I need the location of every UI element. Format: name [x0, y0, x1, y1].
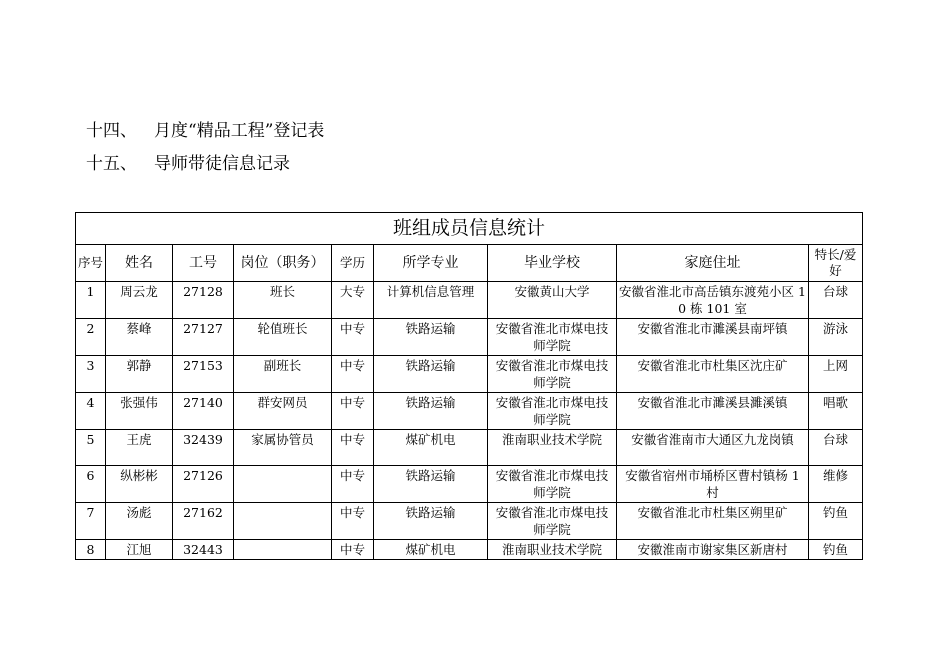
cell-col-index: 1 [76, 282, 106, 319]
cell-col-education: 中专 [332, 356, 374, 393]
cell-col-employee-id: 27128 [173, 282, 234, 319]
cell-col-major: 煤矿机电 [374, 430, 488, 466]
cell-col-name: 周云龙 [106, 282, 173, 319]
cell-col-education: 中专 [332, 466, 374, 503]
cell-col-school: 安徽省淮北市煤电技师学院 [488, 393, 617, 430]
cell-col-hobby: 游泳 [809, 319, 863, 356]
table-title: 班组成员信息统计 [76, 213, 863, 245]
cell-col-position: 班长 [234, 282, 332, 319]
header-col-major: 所学专业 [374, 245, 488, 282]
cell-col-major: 铁路运输 [374, 503, 488, 540]
cell-col-name: 江旭 [106, 540, 173, 560]
header-col-index: 序号 [76, 245, 106, 282]
cell-col-name: 郭静 [106, 356, 173, 393]
cell-col-education: 中专 [332, 393, 374, 430]
cell-col-school: 安徽省淮北市煤电技师学院 [488, 319, 617, 356]
cell-col-major: 铁路运输 [374, 356, 488, 393]
header-col-address: 家庭住址 [617, 245, 809, 282]
cell-col-major: 铁路运输 [374, 466, 488, 503]
section-number: 十五、 [86, 154, 137, 174]
cell-col-employee-id: 27140 [173, 393, 234, 430]
cell-col-position: 群安网员 [234, 393, 332, 430]
cell-col-address: 安徽省淮北市濉溪县濉溪镇 [617, 393, 809, 430]
table-row [76, 356, 863, 393]
cell-col-education: 中专 [332, 540, 374, 560]
cell-col-name: 纵彬彬 [106, 466, 173, 503]
cell-col-address: 安徽省淮北市杜集区朔里矿 [617, 503, 809, 540]
cell-col-name: 张强伟 [106, 393, 173, 430]
cell-col-employee-id: 27127 [173, 319, 234, 356]
header-col-education: 学历 [332, 245, 374, 282]
section-title: 月度“精品工程”登记表 [154, 121, 325, 141]
table-body [76, 282, 863, 560]
table-row [76, 466, 863, 503]
cell-col-address: 安徽淮南市谢家集区新唐村 [617, 540, 809, 560]
cell-col-school: 安徽省淮北市煤电技师学院 [488, 503, 617, 540]
cell-col-major: 煤矿机电 [374, 540, 488, 560]
table-row [76, 430, 863, 466]
cell-col-position: 副班长 [234, 356, 332, 393]
cell-col-index: 4 [76, 393, 106, 430]
cell-col-name: 汤彪 [106, 503, 173, 540]
header-col-position: 岗位（职务） [234, 245, 332, 282]
cell-col-education: 中专 [332, 503, 374, 540]
cell-col-hobby: 钓鱼 [809, 503, 863, 540]
section-number: 十四、 [86, 121, 137, 141]
table-header-row [76, 245, 863, 282]
cell-col-school: 安徽省淮北市煤电技师学院 [488, 466, 617, 503]
cell-col-address: 安徽省淮北市杜集区沈庄矿 [617, 356, 809, 393]
cell-col-school: 淮南职业技术学院 [488, 430, 617, 466]
cell-col-school: 安徽黄山大学 [488, 282, 617, 319]
cell-col-school: 淮南职业技术学院 [488, 540, 617, 560]
cell-col-education: 中专 [332, 319, 374, 356]
cell-col-address: 安徽省淮北市高岳镇东渡苑小区 10 栋 101 室 [617, 282, 809, 319]
cell-col-hobby: 台球 [809, 430, 863, 466]
cell-col-employee-id: 27126 [173, 466, 234, 503]
table-row [76, 540, 863, 560]
section-title: 导师带徒信息记录 [154, 154, 290, 174]
cell-col-name: 蔡峰 [106, 319, 173, 356]
table-row [76, 282, 863, 319]
cell-col-employee-id: 32443 [173, 540, 234, 560]
cell-col-index: 8 [76, 540, 106, 560]
cell-col-employee-id: 27162 [173, 503, 234, 540]
cell-col-index: 2 [76, 319, 106, 356]
cell-col-major: 铁路运输 [374, 319, 488, 356]
cell-col-address: 安徽省淮南市大通区九龙岗镇 [617, 430, 809, 466]
cell-col-hobby: 上网 [809, 356, 863, 393]
cell-col-address: 安徽省宿州市埇桥区曹村镇杨 1 村 [617, 466, 809, 503]
cell-col-hobby: 台球 [809, 282, 863, 319]
cell-col-hobby: 维修 [809, 466, 863, 503]
cell-col-index: 7 [76, 503, 106, 540]
cell-col-employee-id: 32439 [173, 430, 234, 466]
cell-col-hobby: 钓鱼 [809, 540, 863, 560]
table-row [76, 393, 863, 430]
header-col-name: 姓名 [106, 245, 173, 282]
table-row [76, 503, 863, 540]
header-col-employee-id: 工号 [173, 245, 234, 282]
cell-col-index: 6 [76, 466, 106, 503]
cell-col-education: 中专 [332, 430, 374, 466]
cell-col-position [234, 503, 332, 540]
cell-col-index: 5 [76, 430, 106, 466]
cell-col-name: 王虎 [106, 430, 173, 466]
header-col-school: 毕业学校 [488, 245, 617, 282]
cell-col-address: 安徽省淮北市濉溪县南坪镇 [617, 319, 809, 356]
cell-col-hobby: 唱歌 [809, 393, 863, 430]
header-col-hobby: 特长/爱好 [809, 245, 863, 282]
cell-col-position [234, 540, 332, 560]
cell-col-index: 3 [76, 356, 106, 393]
section-heading-14 [86, 116, 324, 141]
cell-col-school: 安徽省淮北市煤电技师学院 [488, 356, 617, 393]
table-row [76, 319, 863, 356]
section-heading-15 [86, 149, 290, 174]
cell-col-education: 大专 [332, 282, 374, 319]
cell-col-position: 轮值班长 [234, 319, 332, 356]
cell-col-major: 计算机信息管理 [374, 282, 488, 319]
cell-col-position [234, 466, 332, 503]
team-member-info-table [75, 212, 863, 560]
cell-col-employee-id: 27153 [173, 356, 234, 393]
cell-col-major: 铁路运输 [374, 393, 488, 430]
cell-col-position: 家属协管员 [234, 430, 332, 466]
